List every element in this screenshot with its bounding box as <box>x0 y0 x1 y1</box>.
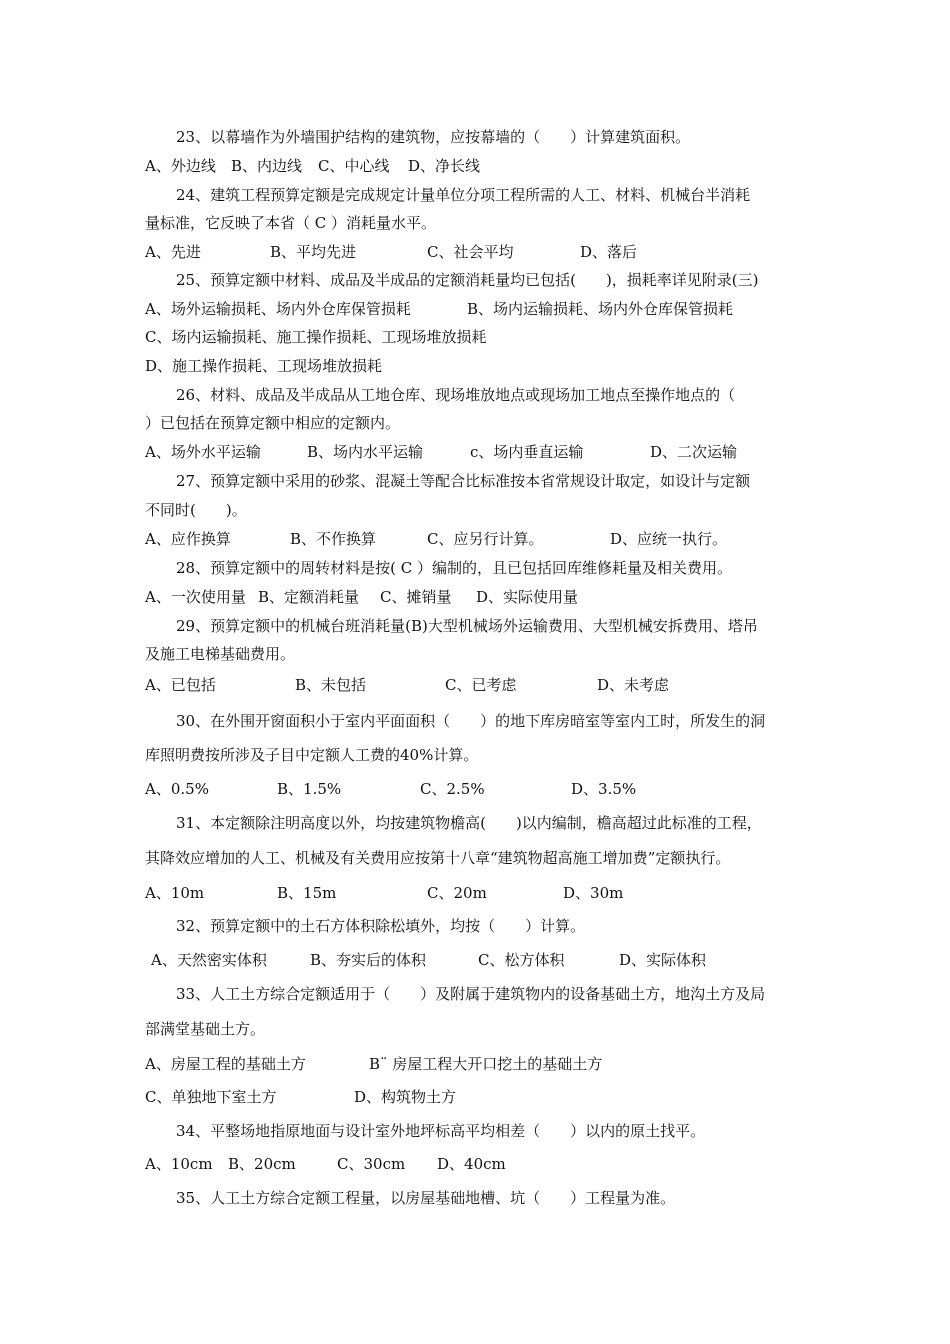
option-c: C、摊销量 <box>380 588 452 606</box>
option-b: B、20cm <box>228 1155 296 1173</box>
option-a: A、外边线 <box>145 157 216 175</box>
option-a: A、天然密实体积 <box>151 951 267 969</box>
option-a: A、先进 <box>145 243 201 261</box>
option-c: C、已考虑 <box>445 676 517 694</box>
question-30-text: 30、在外围开窗面积小于室内平面面积（ ）的地下库房暗室等室内工时，所发生的洞 <box>176 712 766 730</box>
question-25-option-c: C、场内运输损耗、施工操作损耗、工现场堆放损耗 <box>145 328 487 346</box>
option-b: B、夯实后的体积 <box>310 951 427 969</box>
option-a: A、场外运输损耗、场内外仓库保管损耗 <box>145 300 411 318</box>
question-33-text: 33、人工土方综合定额适用于（ ）及附属于建筑物内的设备基础土方，地沟土方及局 <box>176 985 766 1003</box>
option-a: A、10cm <box>145 1155 213 1173</box>
option-b: B、不作换算 <box>290 530 377 548</box>
question-33-options-cd <box>145 1086 825 1108</box>
question-31-text-cont: 其降效应增加的人工、机械及有关费用应按第十八章“建筑物超高施工增加费”定额执行。 <box>145 849 731 867</box>
option-a: A、应作换算 <box>145 530 231 548</box>
question-30-text-cont: 库照明费按所涉及子目中定额人工费的40%计算。 <box>145 746 479 764</box>
option-d: D、实际使用量 <box>476 588 579 606</box>
option-b: B、15m <box>277 884 337 902</box>
question-30-options <box>145 778 825 800</box>
question-32-options <box>151 949 831 971</box>
option-d: D、未考虑 <box>597 676 670 694</box>
question-25-options-ab <box>145 298 825 320</box>
option-d: D、应统一执行。 <box>610 530 728 548</box>
question-29-text-cont: 及施工电梯基础费用。 <box>145 645 296 663</box>
question-23-text: 23、以幕墙作为外墙围护结构的建筑物，应按幕墙的（ ）计算建筑面积。 <box>176 128 691 146</box>
question-28-options <box>145 586 825 608</box>
option-c: C、20m <box>427 884 487 902</box>
option-a: A、一次使用量 <box>145 588 246 606</box>
question-34-text: 34、平整场地指原地面与设计室外地坪标高平均相差（ ）以内的原土找平。 <box>176 1122 706 1140</box>
question-33-options-ab <box>145 1053 825 1075</box>
option-d: D、落后 <box>580 243 638 261</box>
option-c: C、中心线 <box>318 157 390 175</box>
option-b: B、1.5% <box>277 780 342 798</box>
option-a: A、场外水平运输 <box>145 443 261 461</box>
option-b: B、场内水平运输 <box>307 443 424 461</box>
option-a: A、0.5% <box>145 780 209 798</box>
question-25-option-d: D、施工操作损耗、工现场堆放损耗 <box>145 357 383 375</box>
question-23-options <box>145 155 825 177</box>
option-d: D、净长线 <box>408 157 481 175</box>
option-b: B、场内运输损耗、场内外仓库保管损耗 <box>467 300 734 318</box>
question-24-text-cont: 量标准，它反映了本省（ C ）消耗量水平。 <box>145 214 437 232</box>
option-d: D、实际体积 <box>619 951 707 969</box>
option-b: B、平均先进 <box>270 243 357 261</box>
option-c: C、2.5% <box>420 780 485 798</box>
question-29-options <box>145 674 825 696</box>
question-24-options <box>145 241 825 263</box>
question-31-options <box>145 882 825 904</box>
question-26-text: 26、材料、成品及半成品从工地仓库、现场堆放地点或现场加工地点至操作地点的（ <box>176 386 736 404</box>
option-a: A、房屋工程的基础土方 <box>145 1055 306 1073</box>
option-c: C、30cm <box>337 1155 406 1173</box>
option-d: D、3.5% <box>571 780 637 798</box>
option-d: D、二次运输 <box>650 443 738 461</box>
question-28-text: 28、预算定额中的周转材料是按( C ）编制的，且已包括回库维修耗量及相关费用。 <box>176 559 732 577</box>
question-27-text-cont: 不同时( )。 <box>145 501 247 519</box>
question-32-text: 32、预算定额中的土石方体积除松填外，均按（ ）计算。 <box>176 917 586 935</box>
option-c: C、松方体积 <box>478 951 565 969</box>
question-24-text: 24、建筑工程预算定额是完成规定计量单位分项工程所需的人工、材料、机械台半消耗 <box>176 186 751 204</box>
option-b: B¨ 房屋工程大开口挖土的基础土方 <box>369 1055 603 1073</box>
question-31-text: 31、本定额除注明高度以外，均按建筑物檐高( )以内编制，檐高超过此标准的工程， <box>176 814 762 832</box>
option-c: C、单独地下室土方 <box>145 1088 277 1106</box>
question-35-text: 35、人工土方综合定额工程量，以房屋基础地槽、坑（ ）工程量为准。 <box>176 1189 676 1207</box>
question-34-options <box>145 1153 825 1175</box>
option-d: D、30m <box>563 884 624 902</box>
option-c: c、场内垂直运输 <box>470 443 584 461</box>
option-a: A、已包括 <box>145 676 216 694</box>
option-c: C、应另行计算。 <box>427 530 544 548</box>
question-27-options <box>145 528 825 550</box>
option-a: A、10m <box>145 884 205 902</box>
option-d: D、40cm <box>437 1155 506 1173</box>
question-27-text: 27、预算定额中采用的砂浆、混凝土等配合比标准按本省常规设计取定，如设计与定额 <box>176 472 751 490</box>
option-b: B、未包括 <box>295 676 367 694</box>
question-33-text-cont: 部满堂基础土方。 <box>145 1020 266 1038</box>
option-c: C、社会平均 <box>427 243 514 261</box>
question-26-options <box>145 441 825 463</box>
option-b: B、内边线 <box>231 157 303 175</box>
question-25-text: 25、预算定额中材料、成品及半成品的定额消耗量均已包括( )，损耗率详见附录(三) <box>176 271 759 289</box>
option-b: B、定额消耗量 <box>258 588 360 606</box>
option-d: D、构筑物土方 <box>354 1088 457 1106</box>
question-29-text: 29、预算定额中的机械台班消耗量(B)大型机械场外运输费用、大型机械安拆费用、塔吊 <box>176 617 758 635</box>
question-26-text-cont: ）已包括在预算定额中相应的定额内。 <box>145 414 401 432</box>
